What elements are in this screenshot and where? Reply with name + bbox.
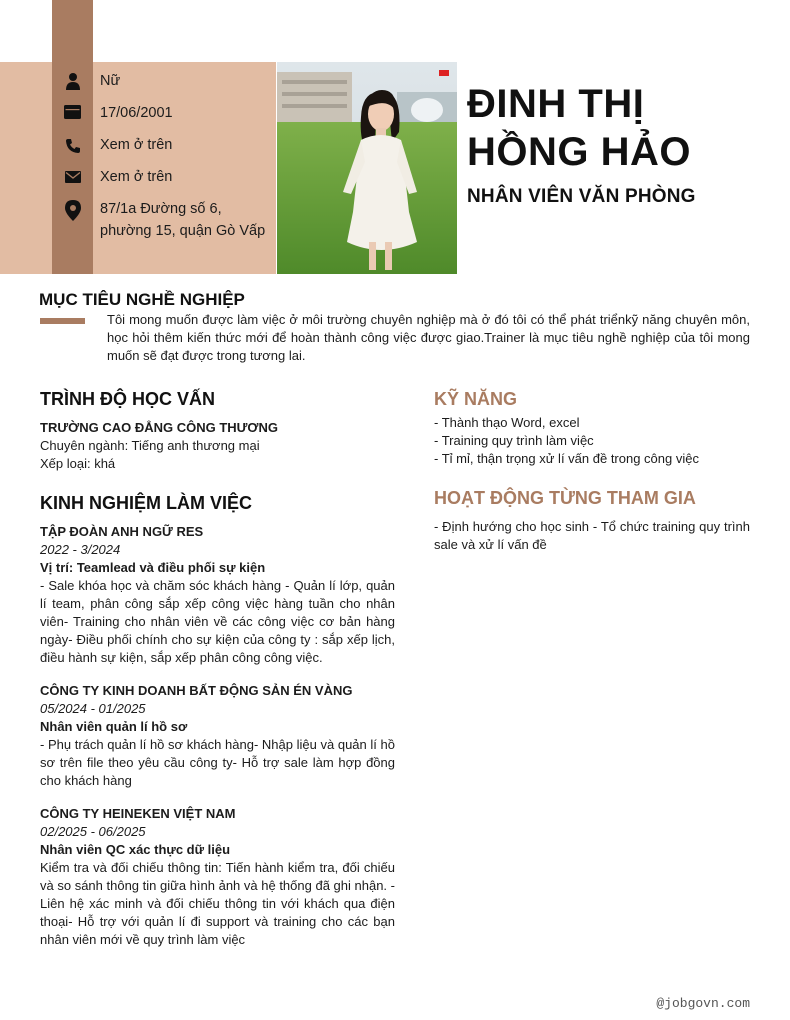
profile-photo [277, 62, 457, 274]
job-title: NHÂN VIÊN VĂN PHÒNG [467, 186, 696, 207]
experience-period: 05/2024 - 01/2025 [40, 701, 146, 716]
education-rank: Xếp loại: khá [40, 456, 116, 471]
experience-item [40, 523, 395, 667]
objective-heading: MỤC TIÊU NGHỀ NGHIỆP [39, 290, 245, 309]
experience-description: - Sale khóa học và chăm sóc khách hàng - Quản lí lớp, quản lí team, phân công sắp xếp công việc hàng tuần cho nhân viên- Training cho nhân viên về các công việc cơ bản hàng ngày- Điều phối chính cho sự kiện của công ty : sắp xếp lịch, điều hành sự kiện, sắp xếp phân công công việc. [40, 578, 395, 665]
education-section [40, 419, 395, 473]
experience-heading: KINH NGHIỆM LÀM VIỆC [40, 493, 253, 513]
experience-description: Kiểm tra và đối chiếu thông tin: Tiến hành kiểm tra, đối chiếu và so sánh thông tin giữa hình ảnh và hệ thống đã ghi nhận. - Liên hệ xác minh và đối chiếu thông tin với khách qua điện thoại- Hỗ trợ với quản lí đi support và training cho các bạn nhân viên mới về quy trình làm việc [40, 860, 395, 947]
experience-company: TẬP ĐOÀN ANH NGỮ RES [40, 524, 204, 539]
experience-role: Vị trí: Teamlead và điều phối sự kiện [40, 560, 266, 575]
footer-watermark: @jobgovn.com [656, 996, 750, 1011]
experience-description: - Phụ trách quản lí hồ sơ khách hàng- Nhập liệu và quản lí hồ sơ trên file theo yêu cầu công ty- Hỗ trợ sale làm hợp đồng cho khách hàng [40, 737, 395, 788]
calendar-icon [52, 105, 93, 119]
skill-item: - Training quy trình làm việc [434, 433, 594, 448]
skill-item: - Tỉ mỉ, thận trọng xử lí vấn đề trong công việc [434, 451, 699, 466]
experience-role: Nhân viên QC xác thực dữ liệu [40, 842, 231, 857]
accent-strip [52, 0, 93, 274]
experience-item [40, 682, 395, 790]
experience-item [40, 805, 395, 949]
education-school: TRƯỜNG CAO ĐẲNG CÔNG THƯƠNG [40, 420, 279, 435]
location-pin-icon [52, 200, 93, 221]
activities-section [434, 518, 750, 554]
address-text: 87/1a Đường số 6, phường 15, quận Gò Vấp [100, 201, 266, 239]
skill-item: - Thành thạo Word, excel [434, 415, 580, 430]
email-text: Xem ở trên [100, 169, 173, 185]
experience-role: Nhân viên quản lí hồ sơ [40, 719, 188, 734]
skills-heading: KỸ NĂNG [434, 389, 518, 409]
name-line-1: ĐINH THỊ [467, 82, 645, 126]
education-major: Chuyên ngành: Tiếng anh thương mại [40, 438, 260, 453]
objective-accent-bar [40, 318, 85, 324]
education-heading: TRÌNH ĐỘ HỌC VẤN [40, 389, 215, 409]
experience-company: CÔNG TY KINH DOANH BẤT ĐỘNG SẢN ÉN VÀNG [40, 683, 353, 698]
gender-text: Nữ [100, 73, 121, 89]
person-icon [52, 72, 93, 90]
name-line-2: HỒNG HẢO [467, 130, 691, 174]
mail-icon [52, 171, 93, 183]
activity-text: - Định hướng cho học sinh - Tổ chức training quy trình sale và xử lí vấn đề [434, 519, 750, 552]
candidate-name [467, 80, 777, 176]
activities-heading: HOẠT ĐỘNG TỪNG THAM GIA [434, 488, 696, 508]
experience-period: 02/2025 - 06/2025 [40, 824, 146, 839]
phone-icon [52, 138, 93, 154]
experience-company: CÔNG TY HEINEKEN VIỆT NAM [40, 806, 236, 821]
phone-text: Xem ở trên [100, 137, 173, 153]
experience-period: 2022 - 3/2024 [40, 542, 121, 557]
birthday-text: 17/06/2001 [100, 105, 173, 121]
skills-list [434, 414, 750, 468]
objective-text: Tôi mong muốn được làm việc ở môi trường chuyên nghiệp mà ở đó tôi có thể phát triểnkỹ năng chuyên môn, học hỏi thêm kiến thức mới để hoàn thành công việc được giao.Trainer là mục tiêu nghề nghiệp của tôi mong muốn sẽ đạt được trong tương lai. [107, 312, 750, 363]
